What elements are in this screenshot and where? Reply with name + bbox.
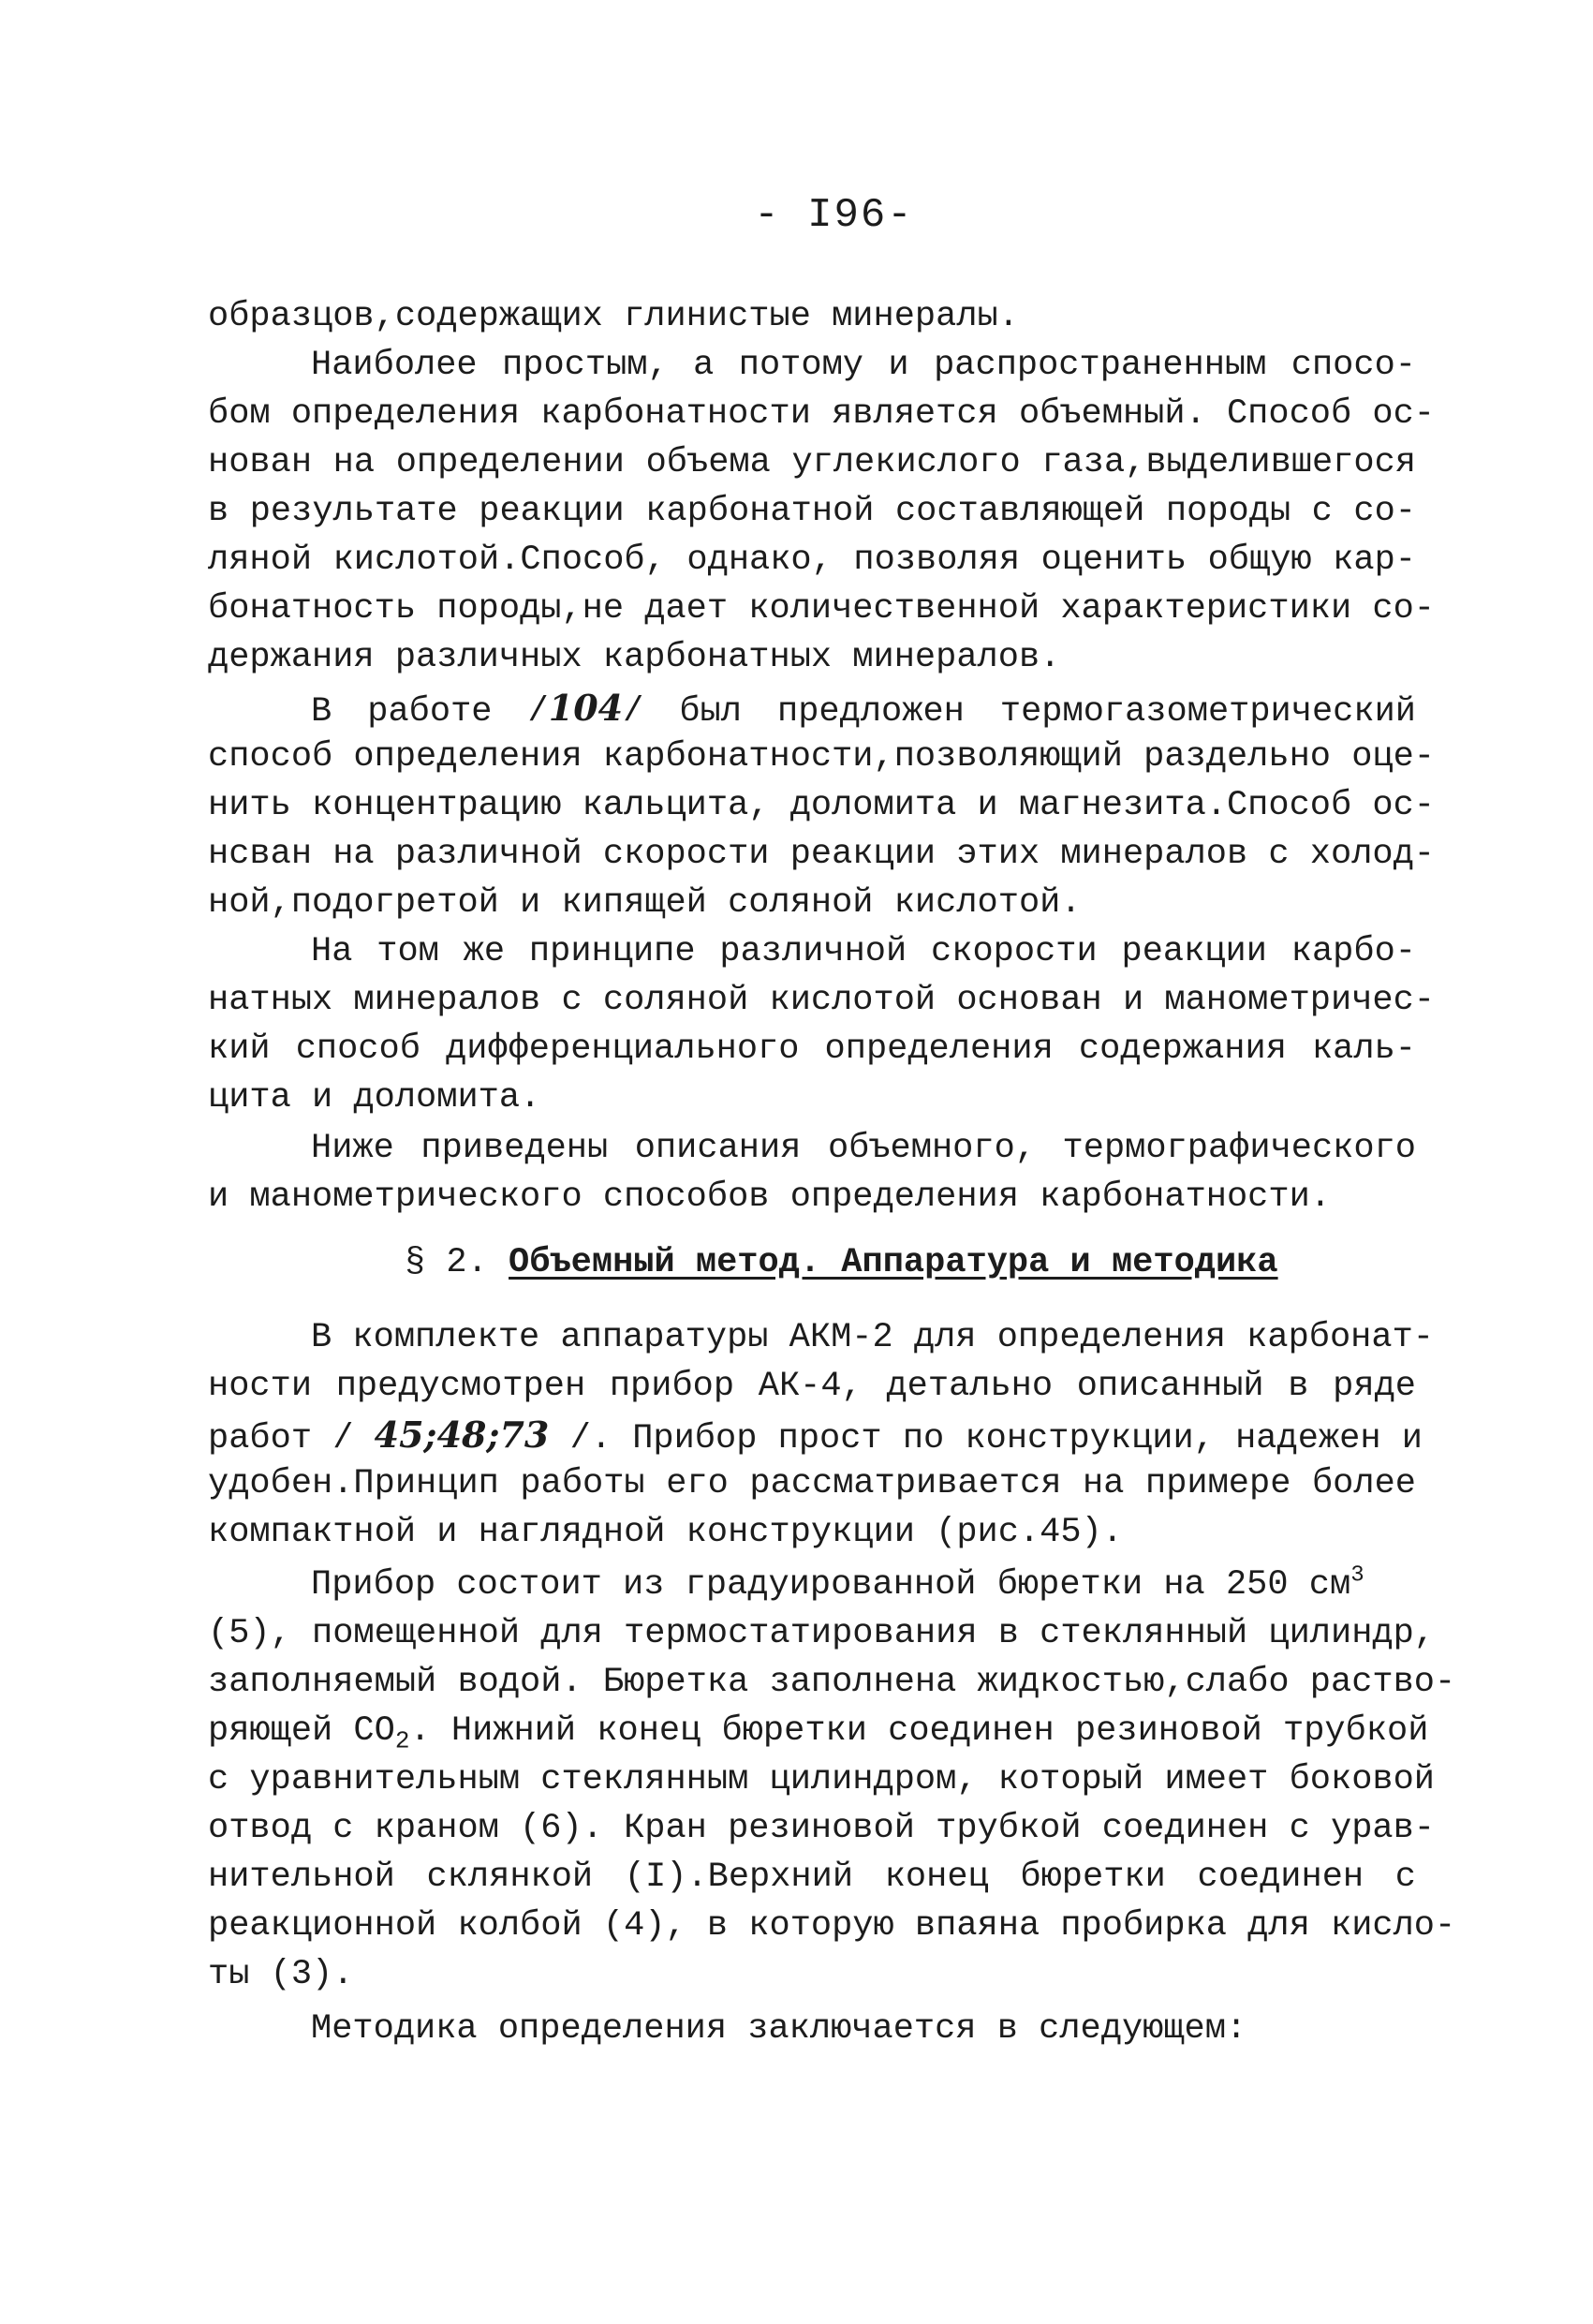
section-heading xyxy=(405,1238,1278,1287)
paragraph-line: ности предусмотрен прибор АК-4, детально описанный в ряде xyxy=(208,1367,1416,1406)
text-span: В работе / xyxy=(311,692,549,732)
paragraph-line: ной,подогретой и кипящей соляной кислотой. xyxy=(208,883,1082,923)
paragraph-line xyxy=(311,1561,1416,1609)
paragraph-line: В комплекте аппаратуры АКМ-2 для определения карбонат- xyxy=(311,1318,1434,1357)
text-span: / был предложен термогазометрический xyxy=(623,692,1416,732)
paragraph-line: с уравнительным стеклянным цилиндром, который имеет боковой xyxy=(208,1760,1436,1799)
paragraph-line: ляной кислотой.Способ, однако, позволяя оценить общую кар- xyxy=(208,540,1416,580)
paragraph-line: (5), помещенной для термостатирования в стеклянный цилиндр, xyxy=(208,1614,1436,1653)
handwritten-reference: 104 xyxy=(548,687,624,729)
superscript: 3 xyxy=(1350,1562,1364,1589)
paragraph-line: кий способ дифференциального определения содержания каль- xyxy=(208,1029,1416,1069)
paragraph-line: нительной склянкой (I).Верхний конец бюретки соединен с xyxy=(208,1858,1416,1897)
paragraph-line: Ниже приведены описания объемного, термографического xyxy=(311,1129,1416,1168)
paragraph-line: способ определения карбонатности,позволяющий раздельно оце- xyxy=(208,737,1436,777)
paragraph-line: удобен.Принцип работы его рассматривается на примере более xyxy=(208,1464,1416,1503)
page-number: - I96- xyxy=(754,192,914,239)
paragraph-line: и манометрического способов определения карбонатности. xyxy=(208,1177,1331,1217)
subscript: 2 xyxy=(394,1726,410,1755)
paragraph-line xyxy=(208,1411,1423,1463)
paragraph-line: образцов,содержащих глинистые минералы. xyxy=(208,297,1019,336)
paragraph-line: нсван на различной скорости реакции этих минералов с холод- xyxy=(208,835,1436,874)
paragraph-line: натных минералов с соляной кислотой основан и манометричес- xyxy=(208,981,1436,1020)
paragraph-line xyxy=(208,1707,1429,1755)
paragraph-line: бонатность породы,не дает количественной характеристики со- xyxy=(208,589,1436,629)
section-number: § 2. xyxy=(405,1243,488,1282)
paragraph-line: нить концентрацию кальцита, доломита и магнезита.Способ ос- xyxy=(208,786,1436,825)
paragraph-line: отвод с краном (6). Кран резиновой трубкой соединен с урав- xyxy=(208,1809,1436,1848)
paragraph-line: цита и доломита. xyxy=(208,1078,541,1118)
text-span: Прибор состоит из градуированной бюретки на 250 см xyxy=(311,1565,1351,1605)
text-span: . Нижний конец бюретки соединен резиновой трубкой xyxy=(409,1711,1429,1751)
paragraph-line xyxy=(311,684,1416,736)
paragraph-line: ты (3). xyxy=(208,1955,354,1994)
paragraph-line: Наиболее простым, а потому и распространенным спосо- xyxy=(311,346,1416,385)
paragraph-line: в результате реакции карбонатной составляющей породы с со- xyxy=(208,492,1416,531)
paragraph-line: держания различных карбонатных минералов. xyxy=(208,638,1061,677)
text-span: работ / xyxy=(208,1419,354,1458)
text-span: /. Прибор прост по конструкции, надежен и xyxy=(569,1419,1423,1458)
paragraph-line: На том же принципе различной скорости реакции карбо- xyxy=(311,932,1416,971)
paragraph-line: нован на определении объема углекислого газа,выделившегося xyxy=(208,443,1416,482)
section-title: Объемный метод. Аппаратура и методика xyxy=(509,1243,1278,1282)
paragraph-line: Методика определения заключается в следующем: xyxy=(311,2009,1247,2049)
paragraph-line: заполняемый водой. Бюретка заполнена жидкостью,слабо раство- xyxy=(208,1663,1456,1702)
paragraph-line: компактной и наглядной конструкции (рис.45). xyxy=(208,1513,1123,1552)
paragraph-line: реакционной колбой (4), в которую впаяна пробирка для кисло- xyxy=(208,1906,1456,1946)
text-span: ряющей СО xyxy=(208,1711,395,1751)
handwritten-reference: 45;48;73 xyxy=(374,1414,550,1456)
paragraph-line: бом определения карбонатности является объемный. Способ ос- xyxy=(208,394,1436,434)
